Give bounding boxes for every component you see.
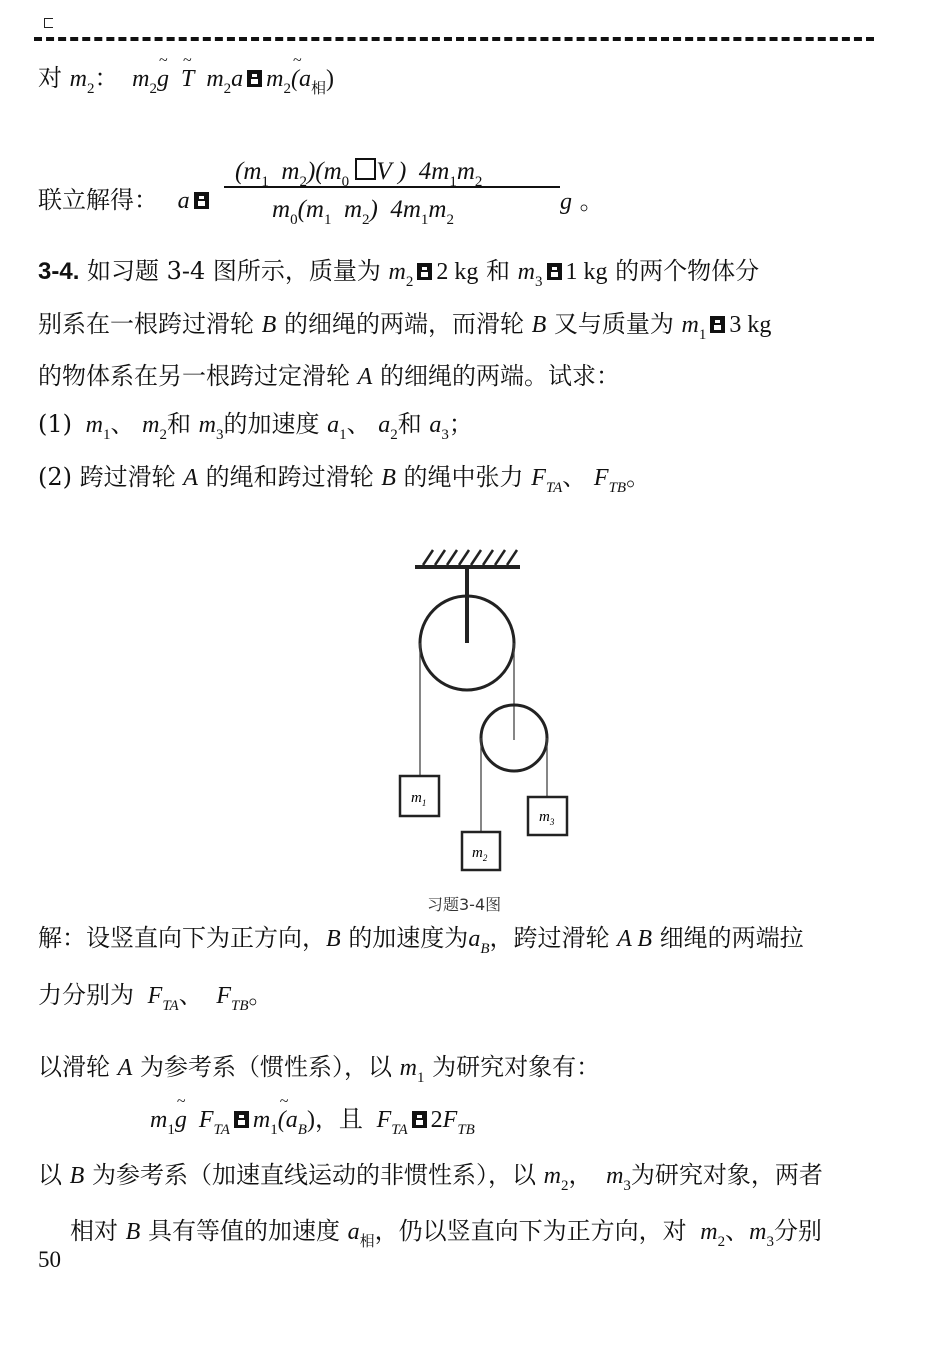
problem-line-1: 3-4. 如习题 3-4 图所示，质量为 $m_2$ 2 kg 和 $m_3$ 1 kg 的两个物体分	[38, 257, 760, 290]
problem-number: 3-4.	[38, 258, 80, 285]
fraction-bar	[224, 186, 560, 188]
missing-glyph-icon	[412, 1111, 427, 1128]
problem-text: 别系在一根跨过滑轮	[38, 310, 254, 338]
problem-text: 和	[397, 410, 422, 438]
solution-a-tail: g 。	[560, 187, 604, 215]
missing-glyph-icon	[547, 263, 562, 280]
missing-glyph-icon	[247, 70, 262, 87]
relative-subscript: 相	[359, 1232, 375, 1250]
problem-text: 的细绳的两端。试求：	[379, 362, 620, 390]
problem-text: 的两个物体分	[615, 257, 760, 285]
solution-text: 细绳的两端拉	[659, 924, 804, 952]
problem-text: 和	[486, 257, 511, 285]
solution-text: ，	[568, 1161, 593, 1189]
page-number: 50	[38, 1247, 61, 1272]
problem-text: 的物体系在另一根跨过定滑轮	[38, 362, 350, 390]
problem-text: 的细绳的两端，而滑轮	[283, 310, 524, 338]
solution-text: 为研究对象，两者	[630, 1161, 823, 1189]
solution-line-1: 解：设竖直向下为正方向，B 的加速度为$a_B$，跨过滑轮 A B 细绳的两端拉	[38, 924, 804, 957]
block-m2-label: $m_2$	[472, 845, 488, 863]
question-label: (1)	[38, 410, 72, 438]
solution-text: 为参考系（惯性系），以	[139, 1053, 392, 1081]
problem-text: 、	[562, 463, 587, 491]
block-m1-label: $m_1$	[411, 790, 427, 808]
solution-text: 力分别为	[38, 981, 134, 1009]
ceiling-hatch	[415, 550, 520, 567]
pulley-diagram	[385, 540, 575, 920]
missing-glyph-icon	[710, 316, 725, 333]
solution-text: 以	[38, 1161, 62, 1189]
missing-glyph-icon	[194, 192, 209, 209]
fraction-denominator: $m_0(m_1$ $m_2$) $4m_1m_2$	[272, 196, 454, 228]
solution-text: 的加速度为	[348, 924, 469, 952]
solution-line-2: 力分别为 $F_{TA}$、 $F_{TB}$。	[38, 981, 273, 1014]
problem-text: 。	[626, 463, 651, 491]
solution-line-4: 以 B 为参考系（加速直线运动的非惯性系），以 $m_2$， $m_3$为研究对象，两者	[38, 1161, 823, 1194]
solution-text: 具有等值的加速度	[147, 1217, 340, 1245]
solution-text: 为参考系（加速直线运动的非惯性系），以	[91, 1161, 536, 1189]
question-2: (2) 跨过滑轮 A 的绳和跨过滑轮 B 的绳中张力 $F_{TA}$、 $F_{TB}$。	[38, 463, 651, 496]
solution-text: 以滑轮	[38, 1053, 110, 1081]
dashed-separator	[34, 37, 874, 41]
missing-glyph-icon	[234, 1111, 249, 1128]
problem-text: 的绳中张力	[403, 463, 524, 491]
question-label: (2)	[38, 463, 72, 491]
mass-m1-value: 3 kg	[729, 312, 772, 338]
block-m3-label: $m_3$	[539, 809, 555, 827]
solution-text: 解：设竖直向下为正方向，	[38, 924, 326, 952]
problem-text: ；	[448, 410, 473, 438]
relative-subscript: 相	[311, 79, 327, 97]
question-1: (1) $m_1$、 $m_2$和 $m_3$的加速度 $a_1$、 $a_2$和 $a_3$；	[38, 410, 473, 443]
solution-prefix: 联立解得：	[38, 186, 158, 214]
problem-text: 跨过滑轮	[79, 463, 176, 491]
solution-line-3: 以滑轮 A 为参考系（惯性系），以 $m_1$ 为研究对象有：	[38, 1053, 601, 1086]
problem-text: 的加速度	[223, 410, 320, 438]
solution-text: 。	[248, 981, 273, 1009]
solution-text: 、	[178, 981, 203, 1009]
solution-text: 为研究对象有：	[432, 1053, 601, 1081]
mass-m2-value: 2 kg	[436, 259, 479, 285]
problem-text: 如习题 3-4 图所示，质量为	[87, 257, 381, 285]
solution-text: ，仍以竖直向下为正方向，对	[374, 1217, 687, 1245]
solution-text: 、	[725, 1217, 750, 1245]
problem-line-3: 的物体系在另一根跨过定滑轮 A 的细绳的两端。试求：	[38, 362, 620, 390]
solution-line-5: 相对 B 具有等值的加速度 $a_相$，仍以竖直向下为正方向，对 $m_2$、$m_3$分别	[70, 1217, 822, 1250]
solution-text: 分别	[773, 1217, 822, 1245]
solution-text: ，跨过滑轮	[489, 924, 610, 952]
problem-line-2: 别系在一根跨过滑轮 B 的细绳的两端，而滑轮 B 又与质量为 $m_1$ 3 kg	[38, 310, 772, 343]
solution-text: 相对	[70, 1217, 118, 1245]
problem-text: 、	[346, 410, 371, 438]
problem-text: 、	[110, 410, 135, 438]
equation-m2: 对 $m_2$： $m_2\sim$ g ~ T $m_2a$ $m_2\sim$ $(a_相)$	[38, 66, 334, 97]
problem-text: 又与质量为	[553, 310, 674, 338]
period: 。	[579, 187, 604, 215]
equation-prefix: 对	[38, 64, 62, 92]
problem-text: 的绳和跨过滑轮	[205, 463, 374, 491]
problem-text: 和	[166, 410, 191, 438]
fraction-numerator: ($m_1$ $m_2)(m_0$ V ) $4m_1m_2$	[235, 158, 483, 190]
solution-text: ，且	[314, 1105, 363, 1133]
corner-mark	[44, 18, 53, 28]
mass-m3-value: 1 kg	[565, 259, 608, 285]
missing-glyph-icon	[417, 263, 432, 280]
solution-a-label: 联立解得： a	[38, 180, 213, 215]
equation-separator: ：	[94, 64, 119, 92]
equation-m1: $m_1\sim$ g $F_{TA}$ $m_1\sim$ $(a_B)$，且 $F_{TA}$ $2F_{TB}$	[150, 1107, 475, 1138]
figure-caption: 习题3-4图	[427, 895, 502, 914]
